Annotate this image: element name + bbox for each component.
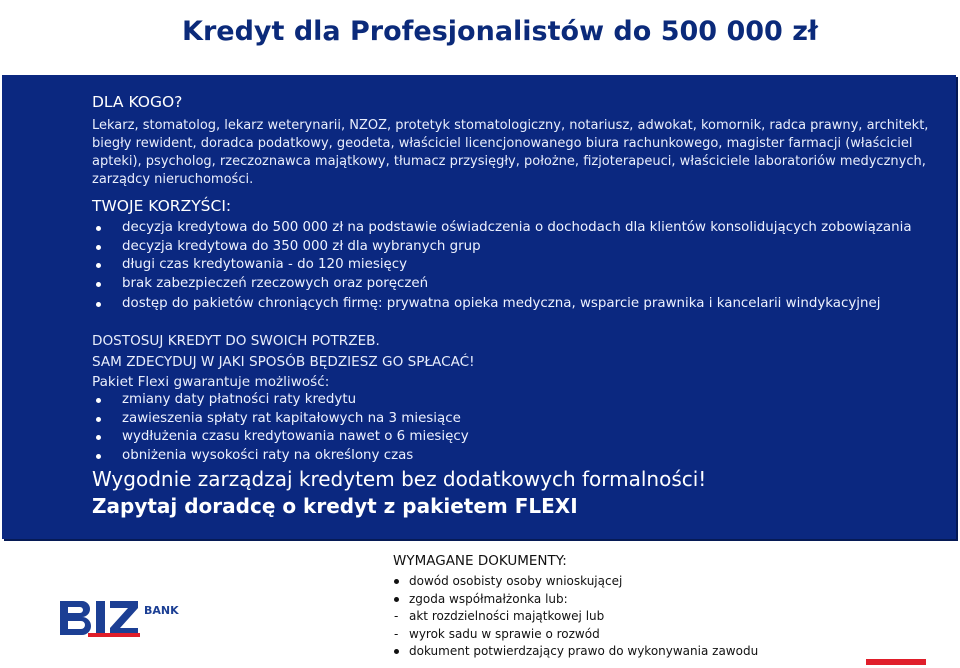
flexi-list xyxy=(92,391,942,465)
list-item: decyzja kredytowa do 350 000 zł dla wybranych grup xyxy=(92,238,942,257)
list-item: obniżenia wysokości raty na określony czas xyxy=(92,447,942,466)
heading-benefits: TWOJE KORZYŚCI: xyxy=(92,197,232,215)
list-item: decyzja kredytowa do 500 000 zł na podstawie oświadczenia o dochodach dla klientów konsolidujących zobowiązania xyxy=(92,219,942,238)
list-item: wydłużenia czasu kredytowania nawet o 6 miesięcy xyxy=(92,428,942,447)
bullet-icon xyxy=(96,454,101,459)
bullet-icon xyxy=(394,649,399,654)
list-item: długi czas kredytowania - do 120 miesięcy xyxy=(92,256,942,275)
list-item: zawieszenia spłaty rat kapitałowych na 3 miesiące xyxy=(92,410,942,429)
bullet-icon xyxy=(96,417,101,422)
cta-line-2: Zapytaj doradcę o kredyt z pakietem FLEXI xyxy=(92,494,578,518)
offer-panel xyxy=(2,75,956,539)
list-item: brak zabezpieczeń rzeczowych oraz poręczeń xyxy=(92,275,942,294)
bullet-icon xyxy=(96,282,101,287)
adjust-line-2: SAM ZDECYDUJ W JAKI SPOSÓB BĘDZIESZ GO SPŁACAĆ! xyxy=(92,354,475,370)
bullet-icon xyxy=(394,579,399,584)
dash-marker: - xyxy=(394,609,399,624)
list-item: dowód osobisty osoby wnioskującej xyxy=(393,573,863,591)
logo-icon xyxy=(58,597,188,639)
bullet-icon xyxy=(394,597,399,602)
bullet-icon xyxy=(96,302,101,307)
heading-who: DLA KOGO? xyxy=(92,93,183,111)
who-text: Lekarz, stomatolog, lekarz weterynarii, NZOZ, protetyk stomatologiczny, notariusz, adwokat, komornik, radca prawny, architekt, biegły rewident, doradca podatkowy, geodeta, właściciel licencjonowanego biura rachunkowego, magister farmacji (właściciel apteki), psycholog, rzeczoznawca majątkowy, tłumacz przysięgły, położne, fizjoterapeuci, właściciele laboratoriów medycznych, zarządcy nieruchomości. xyxy=(92,118,929,187)
docs-heading: WYMAGANE DOKUMENTY: xyxy=(393,553,567,569)
docs-list xyxy=(393,573,863,661)
dash-marker: - xyxy=(394,626,399,641)
biz-bank-logo xyxy=(58,597,188,639)
benefits-list xyxy=(92,219,942,314)
list-item: - wyrok sadu w sprawie o rozwód xyxy=(393,626,863,644)
logo-sub-text: BANK xyxy=(144,604,179,617)
bullet-icon xyxy=(96,435,101,440)
page-title: Kredyt dla Profesjonalistów do 500 000 zł xyxy=(182,16,818,47)
list-item: zmiany daty płatności raty kredytu xyxy=(92,391,942,410)
flexi-intro: Pakiet Flexi gwarantuje możliwość: xyxy=(92,374,330,390)
accent-bar xyxy=(866,659,926,665)
bullet-icon xyxy=(96,226,101,231)
required-documents xyxy=(393,552,863,661)
list-item: dostęp do pakietów chroniących firmę: prywatna opieka medyczna, wsparcie prawnika i kancelarii windykacyjnej xyxy=(92,295,942,314)
list-item: zgoda współmałżonka lub: xyxy=(393,591,863,609)
list-item: dokument potwierdzający prawo do wykonywania zawodu xyxy=(393,643,863,661)
bullet-icon xyxy=(96,263,101,268)
list-item: - akt rozdzielności majątkowej lub xyxy=(393,608,863,626)
bullet-icon xyxy=(96,398,101,403)
bullet-icon xyxy=(96,245,101,250)
adjust-line-1: DOSTOSUJ KREDYT DO SWOICH POTRZEB. xyxy=(92,333,380,349)
cta-line-1: Wygodnie zarządzaj kredytem bez dodatkowych formalności! xyxy=(92,467,707,491)
